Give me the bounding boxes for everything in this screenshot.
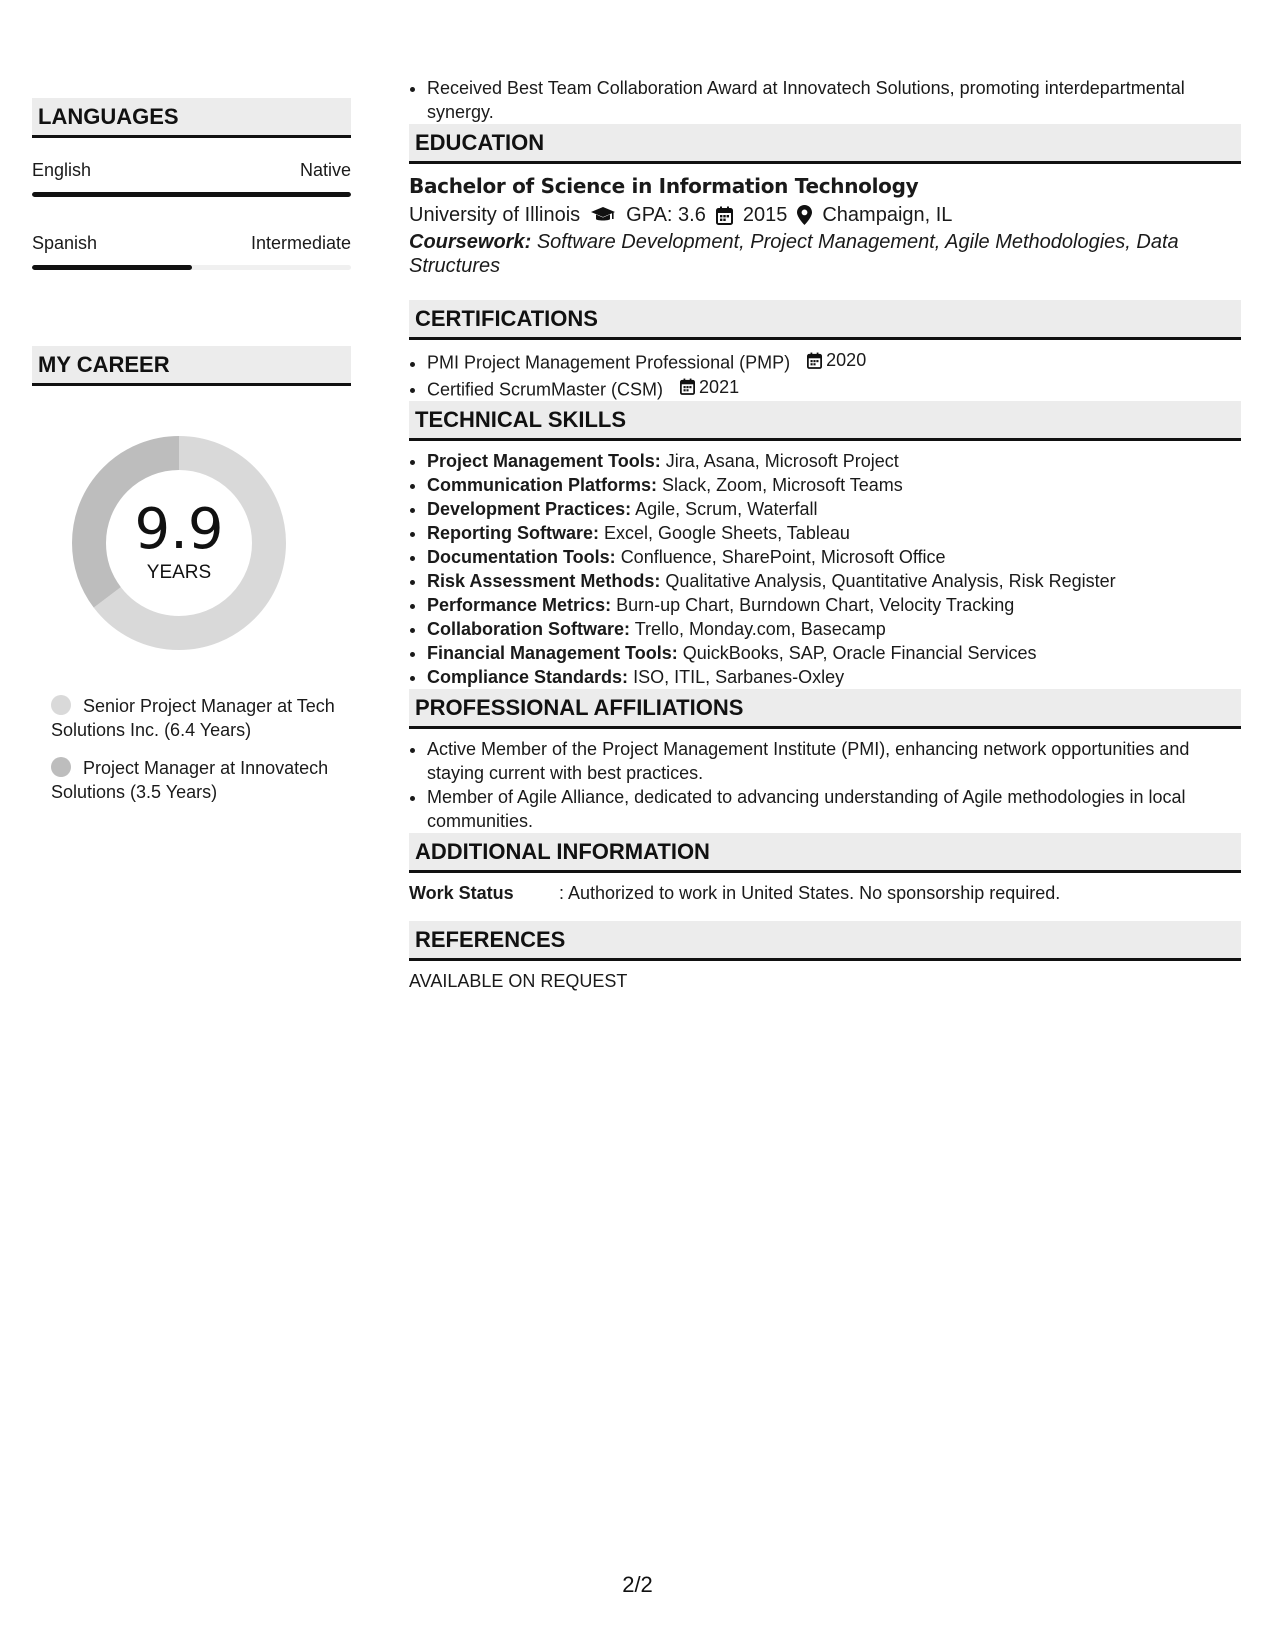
career-heading: MY CAREER [32,346,351,386]
skill-value: Burn-up Chart, Burndown Chart, Velocity Tracking [616,595,1015,615]
skill-item [427,617,1241,641]
graduation-year: 2015 [742,204,788,226]
language-name: English [32,160,92,180]
career-total-years: 9.9 [134,497,224,562]
skill-value: QuickBooks, SAP, Oracle Financial Services [682,643,1037,663]
references-text: AVAILABLE ON REQUEST [409,971,628,991]
career-years-unit: YEARS [146,562,212,583]
skill-item [427,593,1241,617]
skill-value: ISO, ITIL, Sarbanes-Oxley [633,667,845,687]
skill-label: Reporting Software: [427,523,600,543]
left-column [32,98,351,818]
skill-label: Communication Platforms: [427,475,658,495]
certification-year: 2020 [826,350,867,370]
skill-label: Performance Metrics: [427,595,612,615]
skill-item [427,665,1241,689]
affiliations-list [409,737,1241,833]
skill-item [427,569,1241,593]
skill-value: Agile, Scrum, Waterfall [635,499,818,519]
gpa: GPA: 3.6 [626,204,706,226]
language-item [32,231,351,270]
school-location: Champaign, IL [822,204,953,226]
degree-title: Bachelor of Science in Information Technology [409,174,919,198]
legend-dot [51,695,71,715]
skill-label: Collaboration Software: [427,619,631,639]
skill-value: Qualitative Analysis, Quantitative Analysis, Risk Register [665,571,1116,591]
skill-label: Documentation Tools: [427,547,616,567]
skill-item [427,641,1241,665]
language-item [32,158,351,197]
skill-value: Jira, Asana, Microsoft Project [665,451,899,471]
coursework [409,230,1241,278]
language-level-fill [32,265,192,270]
affiliation-item: • Active Member of the Project Management Institute (PMI), enhancing network opportunities and staying current with best practices. [427,737,1241,785]
references-heading: REFERENCES [409,921,1241,961]
graduation-cap-icon [590,206,616,224]
skill-label: Development Practices: [427,499,632,519]
skill-item [427,545,1241,569]
location-pin-icon [797,205,812,225]
language-level-bar [32,265,351,270]
skill-value: Excel, Google Sheets, Tableau [604,523,850,543]
skill-item [427,521,1241,545]
work-status-value: : Authorized to work in United States. No sponsorship required. [559,883,1061,903]
skills-list [409,449,1241,689]
coursework-label: Coursework: [409,231,532,253]
skill-label: Risk Assessment Methods: [427,571,661,591]
certifications-list [409,348,1241,401]
career-legend-item [51,756,351,804]
skill-item [427,473,1241,497]
skill-value: Trello, Monday.com, Basecamp [634,619,886,639]
language-level: Intermediate [250,233,351,253]
skill-label: Compliance Standards: [427,667,629,687]
skill-label: Project Management Tools: [427,451,661,471]
school-name: University of Illinois [409,204,581,226]
certification-year: 2021 [699,376,740,397]
education-heading: EDUCATION [409,124,1241,164]
affiliations-heading: PROFESSIONAL AFFILIATIONS [409,689,1241,729]
certification-name: PMI Project Management Professional (PMP) [427,352,791,373]
skill-value: Confluence, SharePoint, Microsoft Office [620,547,946,567]
calendar-icon [680,378,695,395]
career-legend [32,694,351,804]
career-donut-chart [64,428,294,658]
calendar-icon [716,206,733,225]
skill-value: Slack, Zoom, Microsoft Teams [662,475,903,495]
calendar-icon [807,352,822,369]
achievement-item: • Received Best Team Collaboration Award at Innovatech Solutions, promoting interdepartmental synergy. [427,76,1241,124]
skills-heading: TECHNICAL SKILLS [409,401,1241,441]
certification-item [427,348,1241,375]
legend-dot [51,757,71,777]
certification-item [427,375,1241,402]
work-status-row [409,881,1241,905]
certification-name: Certified ScrumMaster (CSM) [427,379,664,399]
career-legend-item [51,694,351,742]
language-level: Native [299,160,351,180]
language-name: Spanish [32,233,98,253]
career-section [32,346,351,804]
skill-item [427,449,1241,473]
right-column [409,76,1241,993]
page-number: 2/2 [622,1572,653,1597]
coursework-list: Software Development, Project Management, Agile Methodologies, Data Structures [409,231,1179,277]
career-legend-label: Senior Project Manager at Tech Solutions Inc. (6.4 Years) [51,696,335,740]
work-status-label: Work Status [409,883,514,903]
certifications-heading: CERTIFICATIONS [409,300,1241,340]
language-level-fill [32,192,351,197]
achievement-list [409,76,1241,124]
skill-item [427,497,1241,521]
language-level-bar [32,192,351,197]
affiliation-item: • Member of Agile Alliance, dedicated to advancing understanding of Agile methodologies in local communities. [427,785,1241,833]
education-details [409,200,1241,230]
additional-info-heading: ADDITIONAL INFORMATION [409,833,1241,873]
career-legend-label: Project Manager at Innovatech Solutions (3.5 Years) [51,758,329,802]
languages-heading: LANGUAGES [32,98,351,138]
skill-label: Financial Management Tools: [427,643,678,663]
